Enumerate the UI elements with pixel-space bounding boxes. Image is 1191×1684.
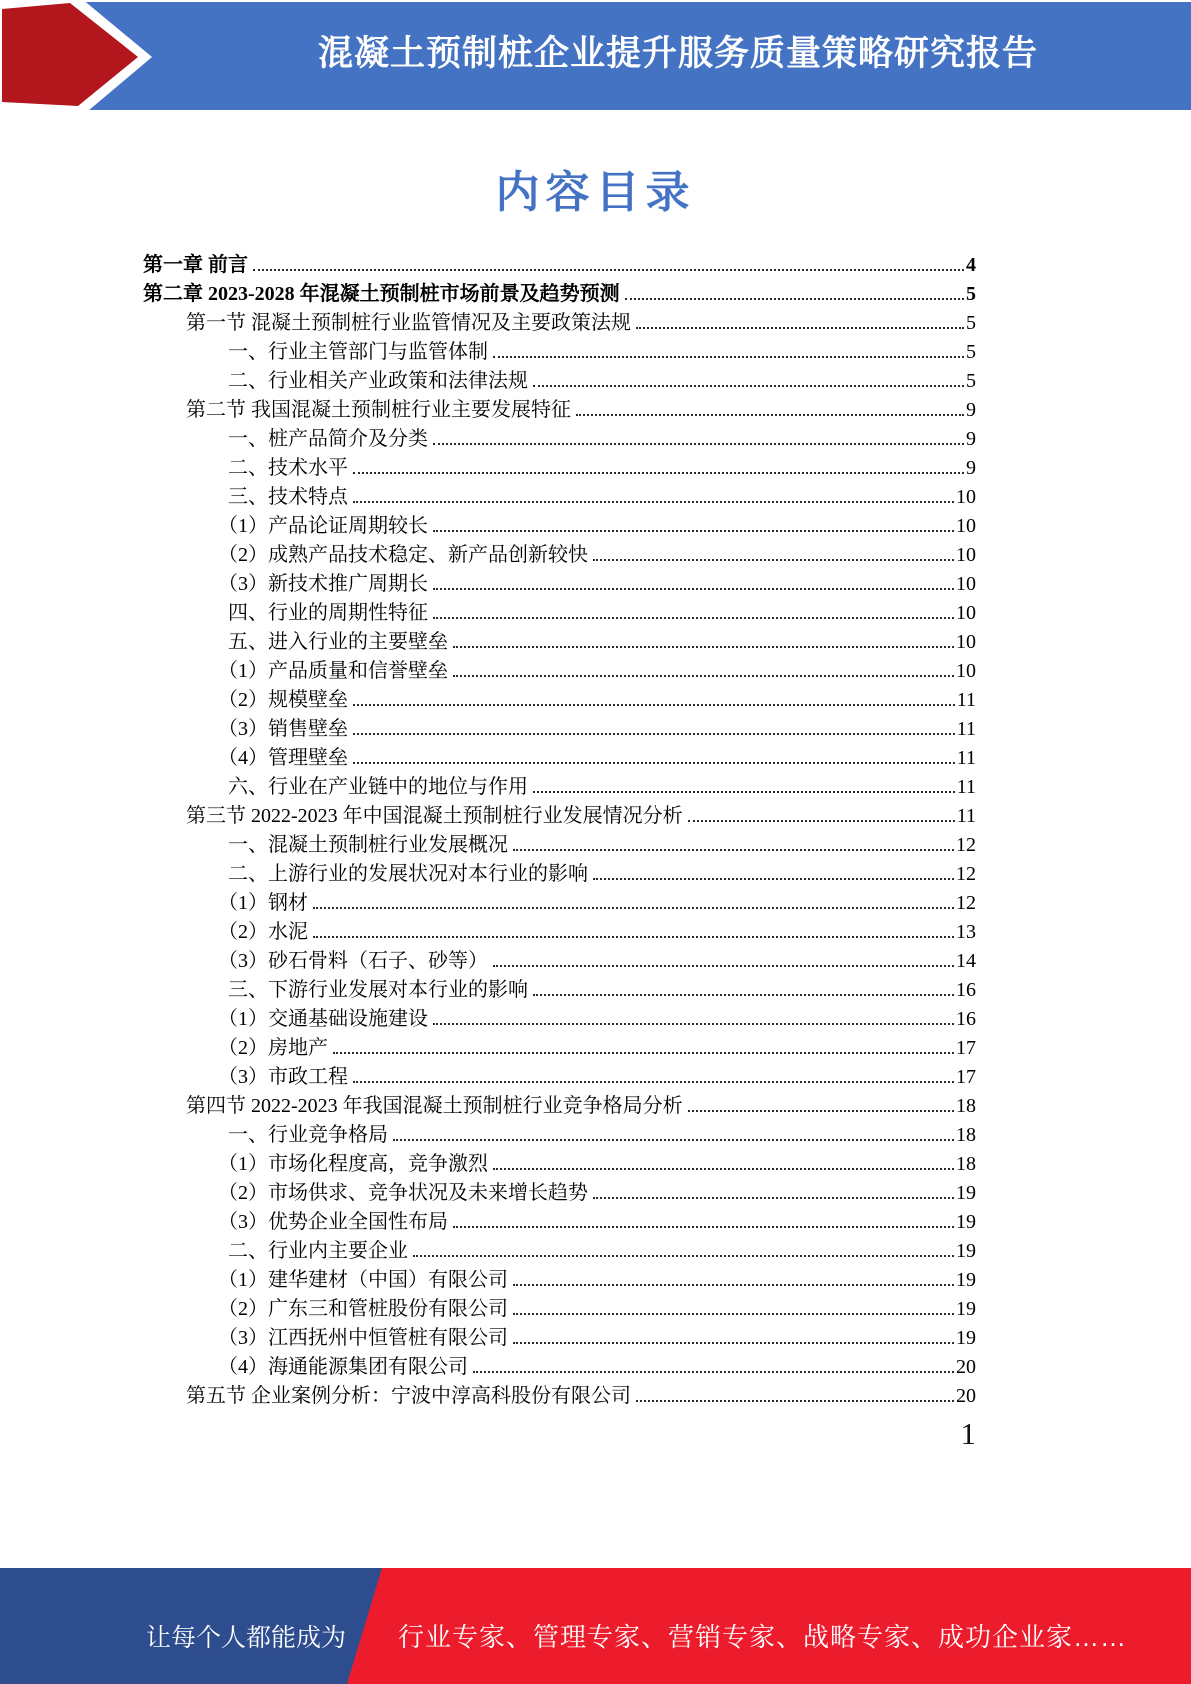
toc-entry-title: 第三节 2022-2023 年中国混凝土预制桩行业发展情况分析 [186, 805, 683, 827]
toc-entry-title: （2）成熟产品技术稳定、新产品创新较快 [218, 544, 588, 566]
toc-dotted-leader [593, 1197, 954, 1199]
toc-entry-page-number: 17 [956, 1066, 976, 1088]
toc-entry-title: 三、下游行业发展对本行业的影响 [228, 979, 528, 1001]
footer-slogan-left: 让每个人都能成为 [146, 1624, 347, 1652]
toc-dotted-leader [433, 588, 954, 590]
toc-entry[interactable] [143, 831, 976, 860]
toc-entry[interactable] [143, 1295, 976, 1324]
toc-entry-title: （3）砂石骨料（石子、砂等） [218, 950, 488, 972]
header-banner [0, 2, 1191, 110]
toc-entry[interactable] [143, 918, 976, 947]
toc-entry-page-number: 20 [956, 1385, 976, 1407]
toc-dotted-leader [688, 1110, 954, 1112]
report-title: 混凝土预制桩企业提升服务质量策略研究报告 [317, 34, 1038, 73]
toc-entry[interactable] [143, 889, 976, 918]
toc-entry-title: （2）广东三和管桩股份有限公司 [218, 1298, 508, 1320]
toc-entry-page-number: 18 [956, 1153, 976, 1175]
toc-entry[interactable] [143, 1092, 976, 1121]
toc-entry[interactable] [143, 1034, 976, 1063]
toc-entry[interactable] [143, 1063, 976, 1092]
toc-entry-title: 一、桩产品简介及分类 [228, 428, 428, 450]
toc-entry-title: （1）产品质量和信誉壁垒 [218, 660, 448, 682]
toc-entry-title: （4）管理壁垒 [218, 747, 348, 769]
toc-entry-page-number: 12 [956, 834, 976, 856]
toc-dotted-leader [353, 704, 955, 706]
toc-entry[interactable] [143, 1324, 976, 1353]
toc-dotted-leader [433, 530, 954, 532]
toc-entry-page-number: 12 [956, 863, 976, 885]
toc-dotted-leader [493, 965, 954, 967]
toc-entry-page-number: 19 [956, 1182, 976, 1204]
toc-entry-page-number: 11 [956, 776, 976, 798]
toc-entry-title: （2）规模壁垒 [218, 689, 348, 711]
toc-entry-page-number: 11 [956, 718, 976, 740]
toc-dotted-leader [433, 617, 954, 619]
toc-dotted-leader [513, 1313, 954, 1315]
toc-dotted-leader [253, 269, 964, 271]
footer-banner [0, 1568, 1191, 1684]
toc-entry[interactable] [143, 396, 976, 425]
toc-entry-title: （2）房地产 [218, 1037, 328, 1059]
toc-dotted-leader [533, 385, 964, 387]
toc-entry[interactable] [143, 976, 976, 1005]
toc-dotted-leader [636, 327, 964, 329]
toc-dotted-leader [353, 733, 955, 735]
toc-entry-title: （1）市场化程度高，竞争激烈 [218, 1153, 488, 1175]
toc-entry[interactable] [143, 628, 976, 657]
toc-entry-title: 五、进入行业的主要壁垒 [228, 631, 448, 653]
toc-entry-title: 二、行业内主要企业 [228, 1240, 408, 1262]
toc-entry-page-number: 16 [956, 1008, 976, 1030]
toc-entry-page-number: 10 [956, 631, 976, 653]
red-chevron-arrow-icon [0, 2, 165, 110]
toc-dotted-leader [636, 1400, 954, 1402]
toc-list [143, 251, 976, 1411]
toc-entry[interactable] [143, 512, 976, 541]
toc-entry-title: 第二节 我国混凝土预制桩行业主要发展特征 [186, 399, 571, 421]
toc-entry-page-number: 5 [966, 370, 976, 392]
toc-entry[interactable] [143, 802, 976, 831]
toc-dotted-leader [353, 1081, 954, 1083]
toc-entry[interactable] [143, 1150, 976, 1179]
toc-entry[interactable] [143, 715, 976, 744]
toc-entry-page-number: 10 [956, 515, 976, 537]
toc-entry[interactable] [143, 1353, 976, 1382]
toc-entry-page-number: 5 [966, 312, 976, 334]
toc-dotted-leader [513, 1342, 954, 1344]
toc-entry-title: 二、上游行业的发展状况对本行业的影响 [228, 863, 588, 885]
toc-entry[interactable] [143, 454, 976, 483]
toc-dotted-leader [593, 878, 954, 880]
toc-entry-title: （4）海通能源集团有限公司 [218, 1356, 468, 1378]
toc-entry-title: （1）产品论证周期较长 [218, 515, 428, 537]
toc-entry[interactable] [143, 947, 976, 976]
toc-entry-title: （1）钢材 [218, 892, 308, 914]
toc-entry-title: 三、技术特点 [228, 486, 348, 508]
toc-entry[interactable] [143, 570, 976, 599]
toc-entry-title: 二、技术水平 [228, 457, 348, 479]
toc-entry[interactable] [143, 1382, 976, 1411]
toc-entry-page-number: 11 [956, 747, 976, 769]
toc-entry[interactable] [143, 1237, 976, 1266]
toc-entry-title: 第五节 企业案例分析：宁波中淳高科股份有限公司 [186, 1385, 631, 1407]
toc-dotted-leader [473, 1371, 954, 1373]
toc-dotted-leader [453, 675, 954, 677]
toc-entry[interactable] [143, 367, 976, 396]
toc-entry[interactable] [143, 338, 976, 367]
toc-entry-title: （2）市场供求、竞争状况及未来增长趋势 [218, 1182, 588, 1204]
toc-dotted-leader [313, 907, 954, 909]
toc-entry[interactable] [143, 686, 976, 715]
toc-entry-page-number: 18 [956, 1124, 976, 1146]
toc-dotted-leader [533, 791, 955, 793]
toc-entry-page-number: 9 [966, 457, 976, 479]
toc-entry-title: （3）市政工程 [218, 1066, 348, 1088]
toc-entry-page-number: 16 [956, 979, 976, 1001]
toc-entry-page-number: 11 [956, 689, 976, 711]
toc-heading: 内容目录 [495, 168, 696, 217]
toc-dotted-leader [493, 356, 964, 358]
toc-entry[interactable] [143, 1179, 976, 1208]
toc-entry[interactable] [143, 1208, 976, 1237]
toc-entry[interactable] [143, 1266, 976, 1295]
toc-dotted-leader [353, 472, 964, 474]
toc-dotted-leader [453, 646, 954, 648]
toc-entry[interactable] [143, 541, 976, 570]
toc-entry-title: 一、行业竞争格局 [228, 1124, 388, 1146]
toc-dotted-leader [576, 414, 964, 416]
toc-dotted-leader [353, 501, 954, 503]
toc-entry-title: 二、行业相关产业政策和法律法规 [228, 370, 528, 392]
toc-entry-title: （1）交通基础设施建设 [218, 1008, 428, 1030]
toc-dotted-leader [513, 849, 954, 851]
toc-dotted-leader [513, 1284, 954, 1286]
toc-entry-page-number: 10 [956, 573, 976, 595]
toc-entry-page-number: 5 [966, 341, 976, 363]
toc-entry-title: （3）优势企业全国性布局 [218, 1211, 448, 1233]
toc-entry-page-number: 10 [956, 486, 976, 508]
toc-dotted-leader [433, 1023, 954, 1025]
toc-entry[interactable] [143, 1121, 976, 1150]
toc-dotted-leader [453, 1226, 954, 1228]
toc-entry-title: 第一节 混凝土预制桩行业监管情况及主要政策法规 [186, 312, 631, 334]
toc-entry[interactable] [143, 657, 976, 686]
toc-entry-page-number: 4 [966, 254, 976, 276]
toc-entry-page-number: 19 [956, 1211, 976, 1233]
footer-slogan-right: 行业专家、管理专家、营销专家、战略专家、成功企业家…… [398, 1622, 1128, 1652]
toc-entry-page-number: 20 [956, 1356, 976, 1378]
toc-entry-title: 六、行业在产业链中的地位与作用 [228, 776, 528, 798]
toc-entry-page-number: 14 [956, 950, 976, 972]
toc-dotted-leader [413, 1255, 954, 1257]
toc-entry-page-number: 10 [956, 660, 976, 682]
toc-entry[interactable] [143, 251, 976, 280]
toc-entry-title: （3）销售壁垒 [218, 718, 348, 740]
toc-entry[interactable] [143, 1005, 976, 1034]
toc-entry-title: 第四节 2022-2023 年我国混凝土预制桩行业竞争格局分析 [186, 1095, 683, 1117]
toc-dotted-leader [625, 298, 964, 300]
toc-entry-title: 一、行业主管部门与监管体制 [228, 341, 488, 363]
toc-entry-page-number: 19 [956, 1269, 976, 1291]
toc-entry-page-number: 5 [966, 283, 976, 305]
toc-entry-title: 第二章 2023-2028 年混凝土预制桩市场前景及趋势预测 [143, 283, 620, 305]
toc-dotted-leader [333, 1052, 954, 1054]
toc-entry-title: （3）新技术推广周期长 [218, 573, 428, 595]
toc-entry-page-number: 11 [956, 805, 976, 827]
toc-entry[interactable] [143, 599, 976, 628]
toc-dotted-leader [533, 994, 954, 996]
toc-entry-title: （1）建华建材（中国）有限公司 [218, 1269, 508, 1291]
toc-entry-page-number: 17 [956, 1037, 976, 1059]
toc-entry[interactable] [143, 483, 976, 512]
toc-dotted-leader [593, 559, 954, 561]
toc-entry[interactable] [143, 425, 976, 454]
toc-dotted-leader [493, 1168, 954, 1170]
toc-entry[interactable] [143, 773, 976, 802]
toc-entry-title: （3）江西抚州中恒管桩有限公司 [218, 1327, 508, 1349]
toc-entry-title: 四、行业的周期性特征 [228, 602, 428, 624]
toc-entry-page-number: 13 [956, 921, 976, 943]
toc-entry[interactable] [143, 744, 976, 773]
toc-entry-title: （2）水泥 [218, 921, 308, 943]
toc-entry-page-number: 19 [956, 1327, 976, 1349]
page-number: 1 [960, 1416, 976, 1451]
toc-entry-page-number: 9 [966, 399, 976, 421]
toc-entry-page-number: 10 [956, 602, 976, 624]
toc-entry-page-number: 9 [966, 428, 976, 450]
toc-dotted-leader [313, 936, 954, 938]
toc-entry-page-number: 19 [956, 1298, 976, 1320]
toc-entry-title: 第一章 前言 [143, 254, 248, 276]
toc-dotted-leader [433, 443, 964, 445]
toc-dotted-leader [353, 762, 955, 764]
toc-entry-page-number: 12 [956, 892, 976, 914]
toc-entry-page-number: 18 [956, 1095, 976, 1117]
toc-entry-page-number: 10 [956, 544, 976, 566]
toc-entry[interactable] [143, 309, 976, 338]
toc-entry[interactable] [143, 280, 976, 309]
toc-entry[interactable] [143, 860, 976, 889]
toc-entry-title: 一、混凝土预制桩行业发展概况 [228, 834, 508, 856]
toc-dotted-leader [393, 1139, 954, 1141]
toc-entry-page-number: 19 [956, 1240, 976, 1262]
toc-dotted-leader [688, 820, 955, 822]
